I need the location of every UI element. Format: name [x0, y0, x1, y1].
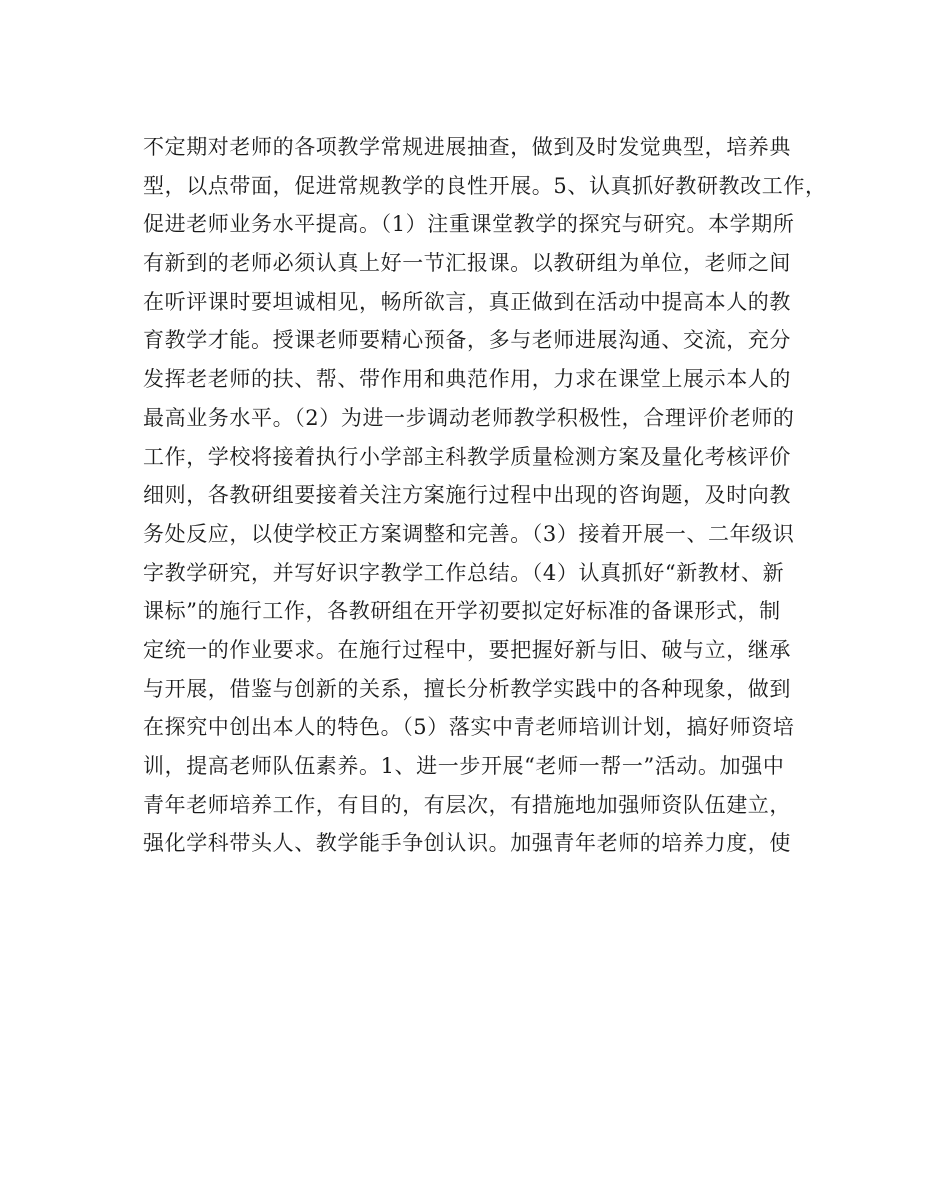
text-line: 训，提高老师队伍素养。1、进一步开展“老师一帮一”活动。加强中 — [143, 754, 785, 778]
text-line: 在探究中创出本人的特色。（5）落实中青老师培训计划，搞好师资培 — [143, 715, 795, 740]
text-line: 最高业务水平。（2）为进一步调动老师教学积极性，合理评价老师的 — [143, 405, 795, 430]
text-line: 定统一的作业要求。在施行过程中，要把握好新与旧、破与立，继承 — [143, 637, 791, 662]
text-line: 有新到的老师必须认真上好一节汇报课。以教研组为单位，老师之间 — [143, 251, 791, 276]
text-line: 课标”的施行工作，各教研组在开学初要拟定好标准的备课形式，制 — [143, 599, 781, 624]
text-line: 细则，各教研组要接着关注方案施行过程中出现的咨询题，及时向教 — [143, 483, 791, 508]
text-line: 工作，学校将接着执行小学部主科教学质量检测方案及量化考核评价 — [143, 444, 791, 469]
text-line: 育教学才能。授课老师要精心预备，多与老师进展沟通、交流，充分 — [143, 328, 791, 353]
text-line: 在听评课时要坦诚相见，畅所欲言，真正做到在活动中提高本人的教 — [143, 289, 791, 314]
text-line: 不定期对老师的各项教学常规进展抽查，做到及时发觉典型，培养典 — [143, 135, 791, 159]
text-line: 务处反应，以使学校正方案调整和完善。（3）接着开展一、二年级识 — [143, 521, 795, 546]
body-text — [143, 128, 833, 863]
text-line: 青年老师培养工作，有目的，有层次，有措施地加强师资队伍建立， — [143, 792, 791, 817]
text-line: 促进老师业务水平提高。（1）注重课堂教学的探究与研究。本学期所 — [143, 212, 795, 237]
text-line: 发挥老老师的扶、帮、带作用和典范作用，力求在课堂上展示本人的 — [143, 367, 791, 392]
text-line: 与开展，借鉴与创新的关系，擅长分析教学实践中的各种现象，做到 — [143, 676, 791, 701]
text-line: 强化学科带头人、教学能手争创认识。加强青年老师的培养力度，使 — [143, 831, 791, 856]
text-line: 字教学研究，并写好识字教学工作总结。（4）认真抓好“新教材、新 — [143, 560, 785, 585]
text-line: 型，以点带面，促进常规教学的良性开展。5、认真抓好教研教改工作， — [143, 173, 827, 198]
